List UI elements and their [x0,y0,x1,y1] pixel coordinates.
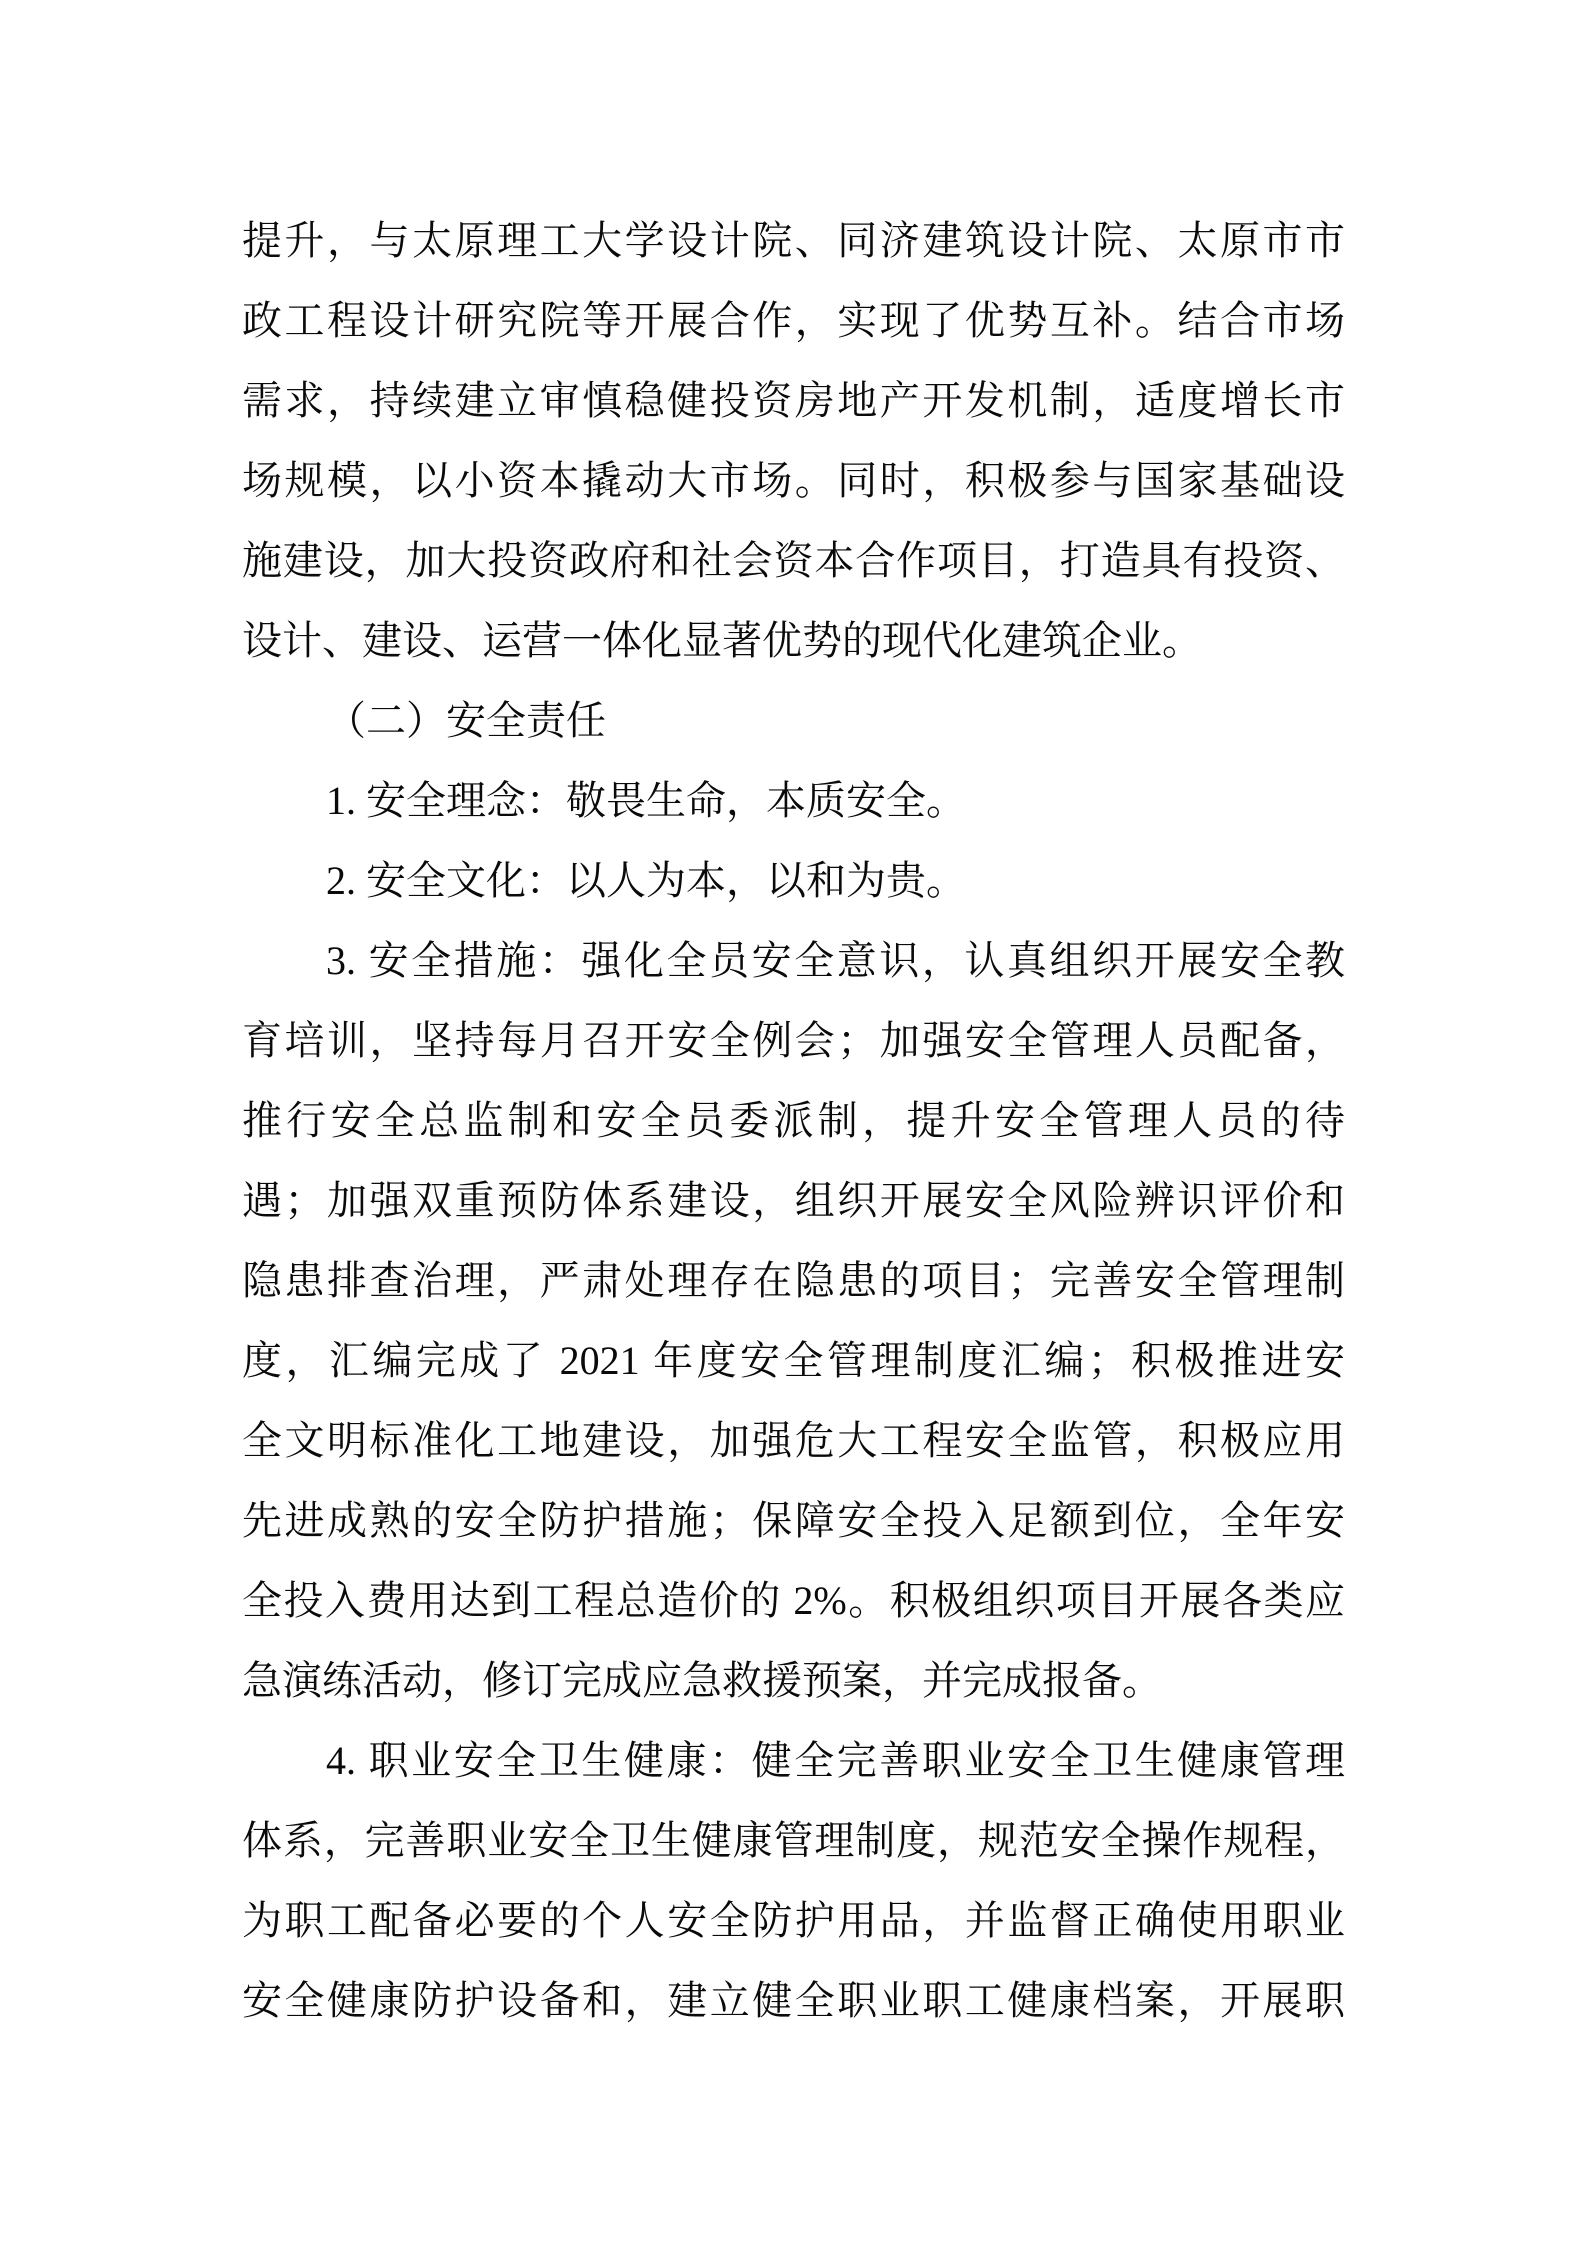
text-line-3: 需求，持续建立审慎稳健投资房地产开发机制，适度增长市 [242,378,1345,423]
text-line-23: 安全健康防护设备和，建立健全职业职工健康档案，开展职 [242,1978,1345,2023]
text-line-4: 场规模，以小资本撬动大市场。同时，积极参与国家基础设 [242,458,1345,503]
text-line-12: 推行安全总监制和安全员委派制，提升安全管理人员的待 [242,1098,1345,1143]
text-line-9: 2. 安全文化：以人为本，以和为贵。 [326,858,966,903]
text-line-10: 3. 安全措施：强化全员安全意识，认真组织开展安全教 [326,938,1345,983]
text-line-19: 急演练活动，修订完成应急救援预案，并完成报备。 [242,1658,1162,1703]
text-line-15: 度，汇编完成了 2021 年度安全管理制度汇编；积极推进安 [242,1338,1345,1383]
text-line-14: 隐患排查治理，严肃处理存在隐患的项目；完善安全管理制 [242,1258,1345,1303]
text-line-5: 施建设，加大投资政府和社会资本合作项目，打造具有投资、 [242,538,1345,583]
text-line-18: 全投入费用达到工程总造价的 2%。积极组织项目开展各类应 [242,1578,1345,1623]
text-line-1: 提升，与太原理工大学设计院、同济建筑设计院、太原市市 [242,218,1345,263]
text-block [242,201,1345,2041]
text-line-21: 体系，完善职业安全卫生健康管理制度，规范安全操作规程， [242,1818,1345,1863]
text-line-2: 政工程设计研究院等开展合作，实现了优势互补。结合市场 [242,298,1345,343]
text-line-7: （二）安全责任 [326,698,606,743]
text-line-16: 全文明标准化工地建设，加强危大工程安全监管，积极应用 [242,1418,1345,1463]
text-line-17: 先进成熟的安全防护措施；保障安全投入足额到位，全年安 [242,1498,1345,1543]
text-line-8: 1. 安全理念：敬畏生命，本质安全。 [326,778,966,823]
text-line-11: 育培训，坚持每月召开安全例会；加强安全管理人员配备， [242,1018,1345,1063]
text-line-6: 设计、建设、运营一体化显著优势的现代化建筑企业。 [242,618,1202,663]
text-line-13: 遇；加强双重预防体系建设，组织开展安全风险辨识评价和 [242,1178,1345,1223]
text-line-22: 为职工配备必要的个人安全防护用品，并监督正确使用职业 [242,1898,1345,1943]
text-line-20: 4. 职业安全卫生健康：健全完善职业安全卫生健康管理 [326,1738,1345,1783]
